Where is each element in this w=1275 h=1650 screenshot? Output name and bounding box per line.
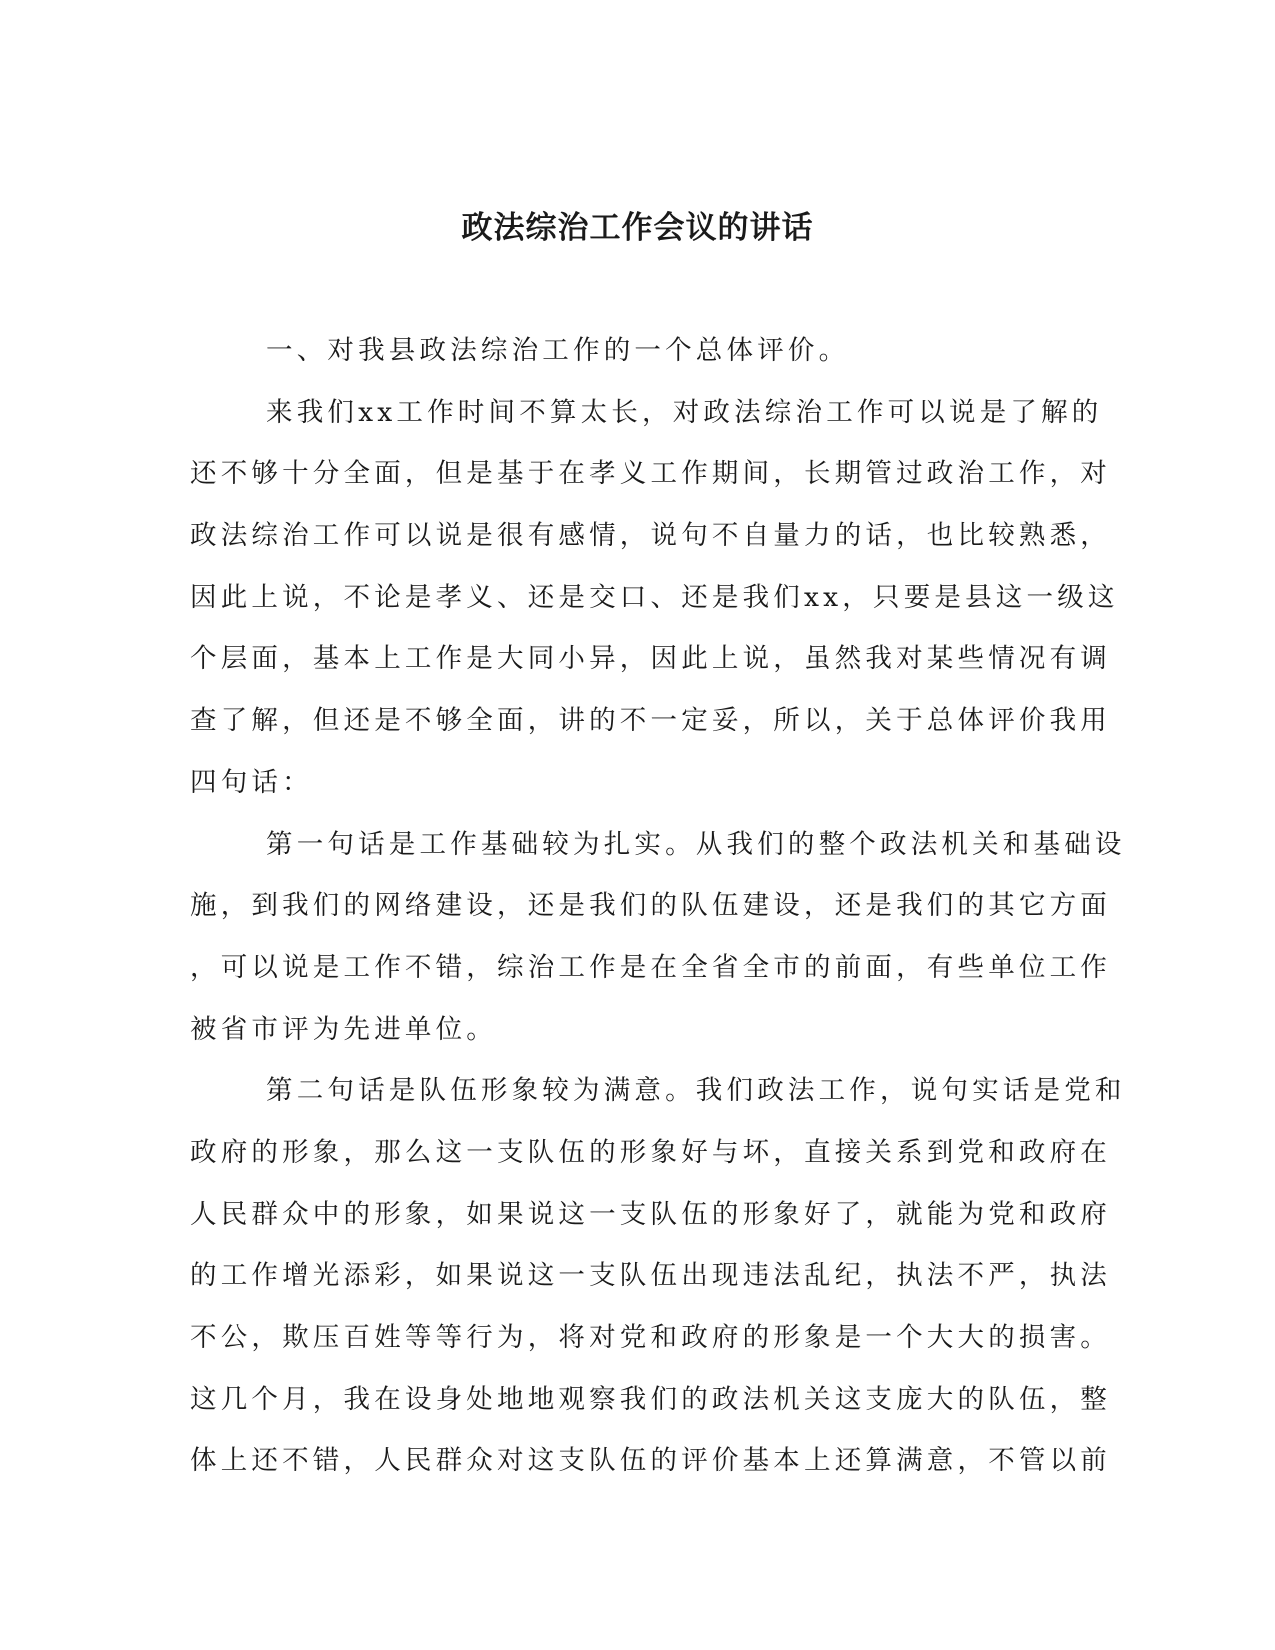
paragraph-line: 第二句话是队伍形象较为满意。我们政法工作，说句实话是党和 [266,1075,1126,1107]
paragraph-line: 政法综治工作可以说是很有感情，说句不自量力的话，也比较熟悉， [190,520,1111,552]
paragraph-line: 来我们xx工作时间不算太长，对政法综治工作可以说是了解的 [266,396,1103,428]
paragraph-line: 个层面，基本上工作是大同小异，因此上说，虽然我对某些情况有调 [190,643,1111,675]
paragraph-line: 政府的形象，那么这一支队伍的形象好与坏，直接关系到党和政府在 [190,1136,1111,1168]
paragraph-line: 的工作增光添彩，如果说这一支队伍出现违法乱纪，执法不严，执法 [190,1260,1111,1292]
document-body [190,331,1126,1503]
document-title: 政法综治工作会议的讲话 [461,210,814,246]
paragraph-line: 不公，欺压百姓等等行为，将对党和政府的形象是一个大大的损害。 [190,1322,1111,1353]
paragraph-line: 还不够十分全面，但是基于在孝义工作期间，长期管过政治工作，对 [190,458,1111,490]
section-heading: 一、对我县政法综治工作的一个总体评价。 [266,335,850,366]
paragraph-line: 体上还不错，人民群众对这支队伍的评价基本上还算满意，不管以前 [190,1445,1111,1477]
paragraph-line: 这几个月，我在设身处地地观察我们的政法机关这支庞大的队伍，整 [190,1383,1111,1415]
paragraph-line: ，可以说是工作不错，综治工作是在全省全市的前面，有些单位工作 [190,951,1111,983]
paragraph-line: 因此上说，不论是孝义、还是交口、还是我们xx，只要是县这一级这 [190,581,1119,613]
paragraph-line: 四句话： [190,766,313,798]
paragraph-line: 人民群众中的形象，如果说这一支队伍的形象好了，就能为党和政府 [190,1198,1111,1230]
paragraph-line: 查了解，但还是不够全面，讲的不一定妥，所以，关于总体评价我用 [190,705,1111,737]
paragraph-line: 被省市评为先进单位。 [190,1013,497,1045]
paragraph-line: 第一句话是工作基础较为扎实。从我们的整个政法机关和基础设 [266,828,1126,860]
paragraph-line: 施，到我们的网络建设，还是我们的队伍建设，还是我们的其它方面 [190,890,1111,922]
